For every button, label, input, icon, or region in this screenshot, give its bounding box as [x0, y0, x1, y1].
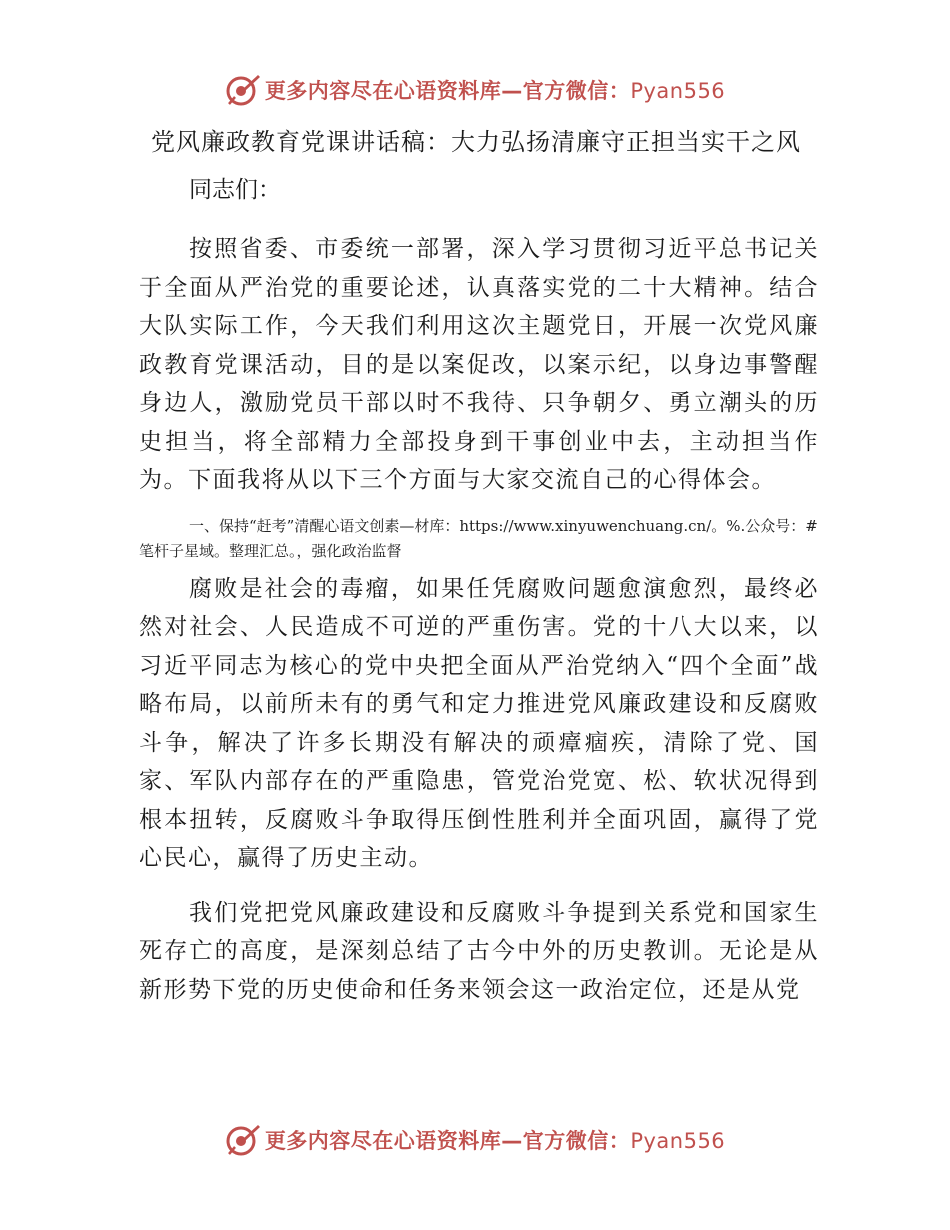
- banner-wechat-handle: Pyan556: [630, 79, 726, 103]
- banner-text: 更多内容尽在心语资料库—官方微信：: [264, 1129, 631, 1153]
- intro-paragraph: 按照省委、市委统一部署，深入学习贯彻习近平总书记关于全面从严治党的重要论述，认真落实党的二十大精神。结合大队实际工作，今天我们利用这次主题党日，开展一次党风廉政教育党课活动，目的是以案促改，以案示纪，以身边事警醒身边人，激励党员干部以时不我待、只争朝夕、勇立潮头的历史担当，将全部精力全部投身到干事创业中去，主动担当作为。下面我将从以下三个方面与大家交流自己的心得体会。: [139, 236, 819, 493]
- footer-watermark-banner: [0, 1120, 950, 1160]
- pen-logo-icon: [225, 1122, 261, 1158]
- body-paragraph: 我们党把党风廉政建设和反腐败斗争提到关系党和国家生死存亡的高度，是深刻总结了古今中外的历史教训。无论是从新形势下党的历史使命和任务来领会这一政治定位，还是从党: [139, 899, 819, 1003]
- pen-logo-icon: [225, 72, 261, 108]
- section-heading: 一、保持“赶考”清醒心语文创素—材库：https://www.xinyuwenchuang.cn/。%.公众号：#笔杆子星域。整理汇总。，强化政治监督: [139, 516, 818, 560]
- banner-wechat-handle: Pyan556: [630, 1129, 726, 1153]
- body-paragraph: 腐败是社会的毒瘤，如果任凭腐败问题愈演愈烈，最终必然对社会、人民造成不可逆的严重伤害。党的十八大以来，以习近平同志为核心的党中央把全面从严治党纳入“四个全面”战略布局，以前所未有的勇气和定力推进党风廉政建设和反腐败斗争，解决了许多长期没有解决的顽瘴痼疾，清除了党、国家、军队内部存在的严重隐患，管党治党宽、松、软状况得到根本扭转，反腐败斗争取得压倒性胜利并全面巩固，赢得了党心民心，赢得了历史主动。: [139, 575, 819, 871]
- header-watermark-banner: [0, 70, 950, 110]
- salutation: 同志们：: [189, 177, 281, 203]
- document-body: [139, 122, 819, 1009]
- document-title: 党风廉政教育党课讲话稿：大力弘扬清廉守正担当实干之风: [151, 128, 801, 156]
- banner-text: 更多内容尽在心语资料库—官方微信：: [264, 79, 631, 103]
